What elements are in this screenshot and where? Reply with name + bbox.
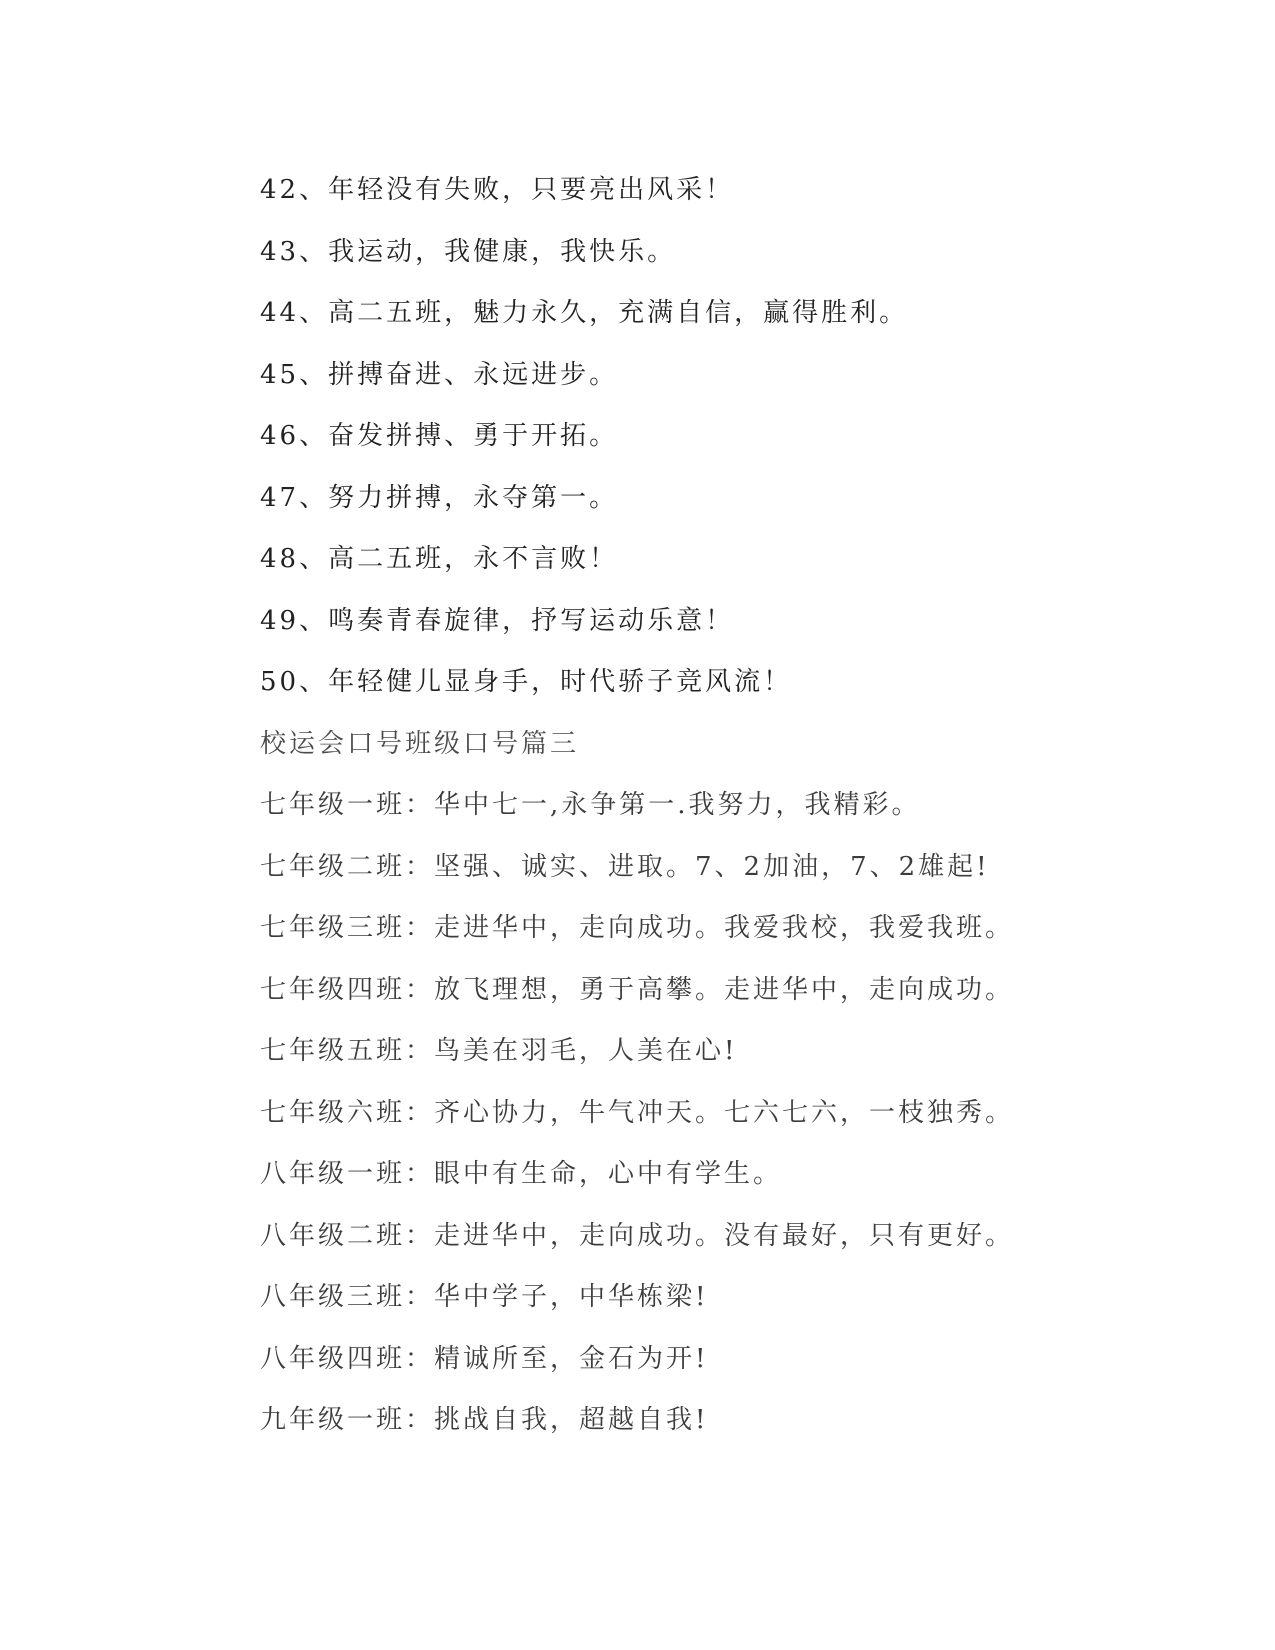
class-slogan-line: 八年级一班：眼中有生命，心中有学生。	[260, 1159, 783, 1189]
slogan-line: 42、年轻没有失败，只要亮出风采！	[260, 175, 735, 205]
slogan-line: 48、高二五班，永不言败！	[260, 544, 619, 574]
class-slogan-line: 八年级四班：精诚所至，金石为开!	[260, 1343, 709, 1374]
slogan-line: 50、年轻健儿显身手，时代骄子竞风流！	[260, 667, 793, 697]
slogan-line: 45、拼搏奋进、永远进步。	[260, 359, 619, 390]
slogan-line: 44、高二五班，魅力永久，充满自信，赢得胜利。	[260, 298, 909, 328]
class-slogan-line: 九年级一班：挑战自我，超越自我!	[260, 1405, 709, 1435]
slogan-line: 43、我运动，我健康，我快乐。	[260, 236, 677, 267]
class-slogan-line: 七年级一班：华中七一,永争第一.我努力，我精彩。	[260, 790, 921, 820]
class-slogan-line: 八年级二班：走进华中，走向成功。没有最好，只有更好。	[260, 1220, 1015, 1251]
class-slogan-line: 七年级三班：走进华中，走向成功。我爱我校，我爱我班。	[260, 913, 1015, 943]
class-slogan-line: 七年级五班：鸟美在羽毛，人美在心!	[260, 1036, 738, 1066]
class-slogan-line: 七年级四班：放飞理想，勇于高攀。走进华中，走向成功。	[260, 974, 1015, 1005]
slogan-line: 47、努力拼搏，永夺第一。	[260, 482, 619, 513]
slogan-line: 49、鸣奏青春旋律，抒写运动乐意！	[260, 605, 735, 636]
document-body	[260, 160, 1220, 1452]
class-slogan-line: 七年级六班：齐心协力，牛气冲天。七六七六，一枝独秀。	[260, 1097, 1015, 1128]
class-slogan-line: 八年级三班：华中学子，中华栋梁!	[260, 1282, 709, 1312]
slogan-line: 46、奋发拼搏、勇于开拓。	[260, 421, 619, 451]
section-heading: 校运会口号班级口号篇三	[260, 728, 580, 759]
class-slogan-line: 七年级二班：坚强、诚实、进取。7、2加油，7、2雄起!	[260, 851, 990, 882]
